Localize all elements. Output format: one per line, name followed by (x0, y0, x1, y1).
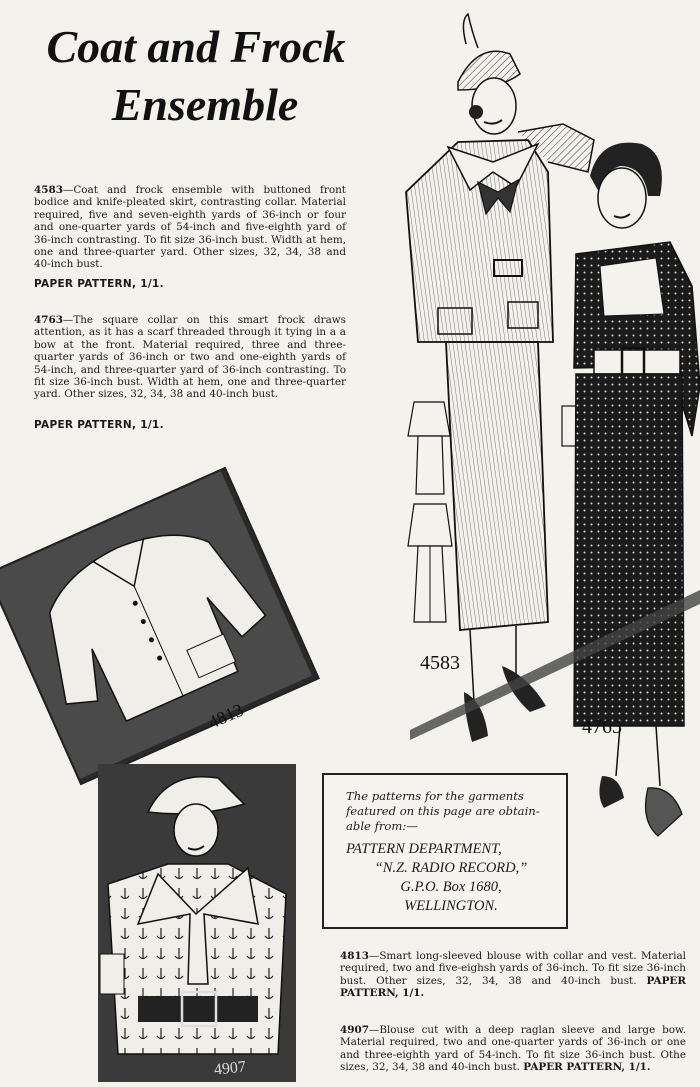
blouse-4907-illustration (98, 764, 296, 1082)
item-4583-description (34, 184, 346, 271)
blouse-4813-illustration (0, 471, 312, 779)
item-4763-description (34, 314, 346, 401)
item-4907-pattern-price: PAPER PATTERN, 1/1. (523, 1061, 651, 1074)
notice-line-1: PATTERN DEPARTMENT, (346, 841, 502, 857)
item-number: 4813 (340, 950, 369, 962)
item-text: —The square collar on this smart frock draws attention, as it has a scarf threaded through it tying in a a bow at the front. Material required, three and three-quarter yards of 36-inch or two and one-eighth yards of 54-inch, and three-quarter yard of 36-inch contrasting. To fit size 36-inch bust. Width at hem, one and three-quarter yard. Other sizes, 32, 34, 38 and 40-inch bust. (34, 314, 346, 401)
item-text: —Coat and frock ensemble with buttoned front bodice and knife-pleated skirt, contrasting collar. Material required, five and seven-eighth yards of 36-inch or four and one-quarter yards of 54-inch and five-eighth yard of 36-inch contrasting. To fit size 36-inch bust. Width at hem, one and three-quarter yard. Other sizes, 32, 34, 38 and 40-inch bust. (34, 184, 346, 271)
title-line-2: Ensemble (111, 79, 299, 130)
notice-line-2: “N.Z. RADIO RECORD,” (374, 860, 528, 876)
title-line-1: Coat and Frock (46, 21, 346, 72)
notice-intro: The patterns for the garments featured on this page are obtain-able from:— (346, 789, 540, 833)
item-number: 4907 (340, 1024, 369, 1036)
item-4583-pattern-price: PAPER PATTERN, 1/1. (34, 278, 164, 290)
blouse-4813-panel (0, 467, 320, 786)
item-4813-pattern-price: PAPER PATTERN, 1/1. (340, 974, 686, 1000)
coat-pattern-number: 4583 (420, 652, 460, 674)
pattern-source-notice (322, 773, 568, 929)
item-number: 4583 (34, 184, 63, 196)
item-number: 4763 (34, 314, 63, 326)
page-title (0, 18, 392, 134)
item-text: —Blouse cut with a deep raglan sleeve and large bow. Material required, two and one-quarter yards of 36-inch or one and three-eighth yard of 54-inch. To fit size 36-inch bust. Othe sizes, 32, 34, 38 and 40-inch bust. (340, 1024, 686, 1074)
item-4813-description (340, 950, 686, 1000)
notice-line-3: G.P.O. Box 1680, (400, 879, 502, 895)
notice-line-4: WELLINGTON. (404, 898, 498, 914)
item-4763-pattern-price: PAPER PATTERN, 1/1. (34, 419, 164, 431)
item-text: —Smart long-sleeved blouse with collar and vest. Material required, two and five-eighsh yards of 36-inch. To fit size 36-inch bust. Other sizes, 32, 34, 38 and 40-inch bust. (340, 950, 686, 987)
blouse-4907-panel (98, 764, 296, 1082)
frock-pattern-number: 4763 (582, 716, 622, 738)
blouse-4813-pattern-number: 4813 (205, 699, 247, 733)
blouse-4907-pattern-number: 4907 (213, 1058, 247, 1079)
item-4907-description (340, 1024, 686, 1074)
